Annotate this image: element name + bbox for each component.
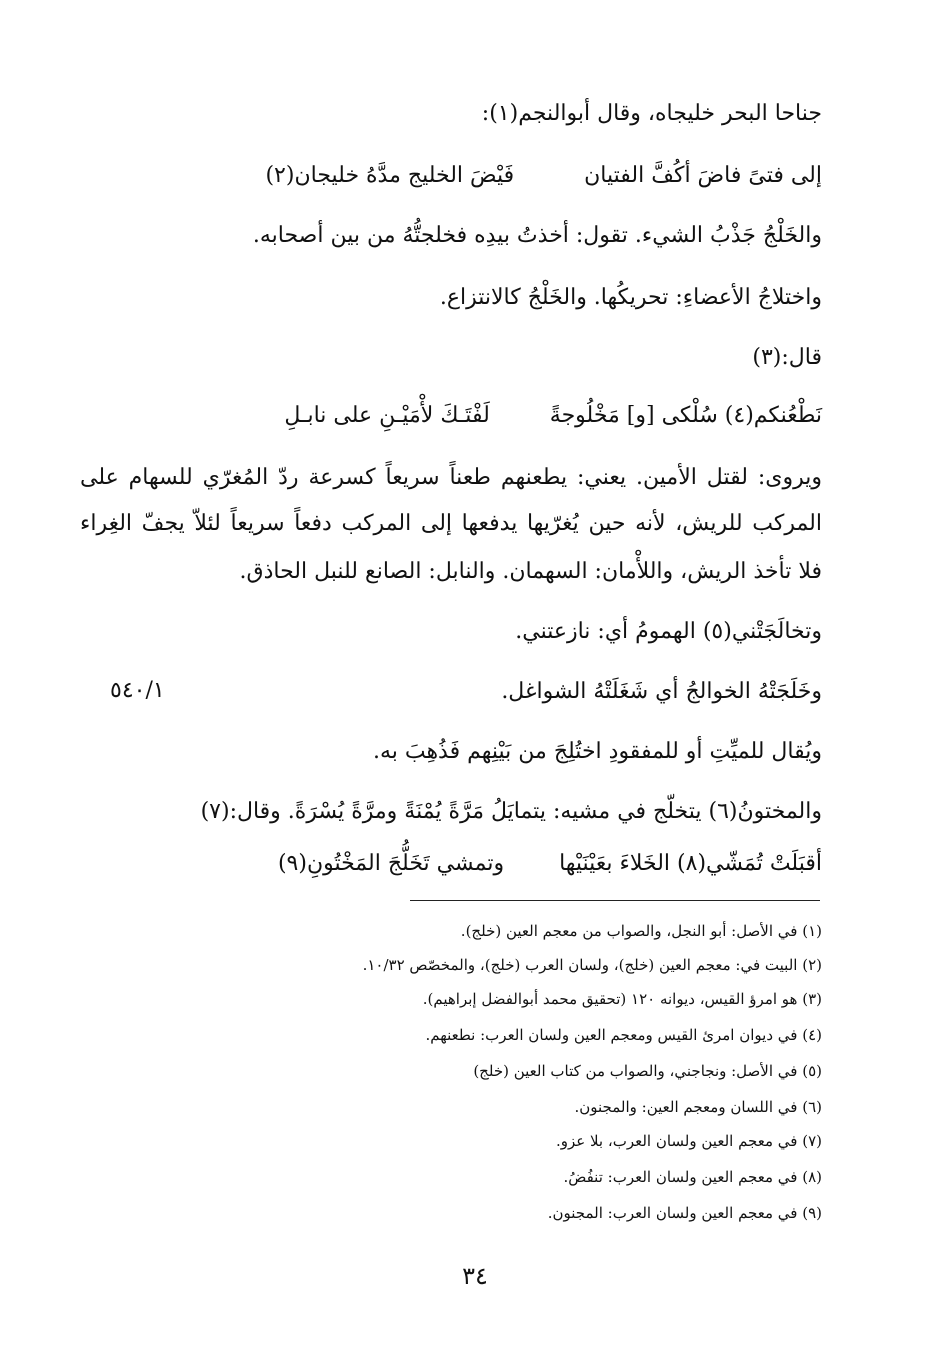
footnote-9: (٩) في معجم العين ولسان العرب: المجنون. [547,1204,822,1222]
footnote-7: (٧) في معجم العين ولسان العرب، بلا عزو. [555,1132,822,1150]
margin-reference: ٥٤٠/١ [110,678,165,703]
footnote-2: (٢) البيت في: معجم العين (خلج)، ولسان العرب (خلج)، والمخصّص ١٠/٣٢. [362,956,822,974]
verse-1-second-hemistich: فَيْضَ الخليج مدَّهُ خليجان(٢) [265,163,515,188]
verse-3 [110,848,822,880]
page-number: ٣٤ [462,1262,488,1290]
verse-2-second-hemistich: لَفْتَـكَ لأْمَيْـنِ على نابـلِ [284,403,490,428]
verse-1 [110,160,822,192]
text-line-11: والمختونُ(٦) يتخلّج في مشيه: يتمايَلُ مَرَّةً يُمْنَةً ومرَّةً يُسْرَةً. وقال:(٧) [200,799,822,824]
footnote-6: (٦) في اللسان ومعجم العين: والمجنون. [574,1098,822,1116]
text-line-4: قال:(٣) [752,345,822,370]
text-line-2: والخَلْجُ جَذْبُ الشيء. تقول: أخذتُ بيدِه فخلجتُّهُ من بين أصحابه. [252,223,822,248]
text-line-8: وتخالَجَتْني(٥) الهمومُ أي: نازعتني. [515,619,822,644]
text-line-9: وخَلَجَتْهُ الخوالجُ أي شَغَلَتْهُ الشواغل. [501,679,822,704]
verse-3-first-hemistich: أقبَلَتْ تُمَشّي(٨) الخَلاءَ بعَيْنَيْها [559,851,822,876]
text-line-5: ويروى: لقتل الأمين. يعني: يطعنهم طعناً سريعاً كسرعة ردّ المُغرّي للسهام على [80,465,822,490]
footnote-4: (٤) في ديوان امرئ القيس ومعجم العين ولسان العرب: نطعنهم. [425,1026,822,1044]
verse-3-second-hemistich: وتمشي تَخَلُّجَ المَخْتُونِ(٩) [277,851,505,876]
verse-1-first-hemistich: إلى فتىً فاضَ أكُفَّ الفتيان [584,163,822,188]
verse-2-first-hemistich: نَطْعُنكم(٤) سُلْكى [و] مَخْلُوجةً [549,403,822,428]
footnote-1: (١) في الأصل: أبو النجل، والصواب من معجم العين (خلج). [460,922,822,940]
footnote-5: (٥) في الأصل: ونجاجني، والصواب من كتاب العين (خلج) [473,1062,822,1080]
footnote-3: (٣) هو امرؤ القيس، ديوانه ١٢٠ (تحقيق محمد أبوالفضل إبراهيم). [422,990,822,1008]
text-line-3: واختلاجُ الأعضاءِ: تحريكُها. والخَلْجُ كالانتزاع. [439,285,822,310]
text-line-7: فلا تأخذ الريش، واللأْمان: السهمان. والنابل: الصانع للنبل الحاذق. [239,559,822,584]
verse-2 [110,400,822,432]
footnote-8: (٨) في معجم العين ولسان العرب: تنفُضُ. [563,1168,822,1186]
text-line-10: ويُقال للميِّتِ أو للمفقودِ اختُلِجَ من بَيْنِهم فَذُهِبَ به. [372,739,822,764]
text-line-1: جناحا البحر خليجاه، وقال أبوالنجم(١): [481,101,822,126]
text-line-6: المركب للريش، لأنه حين يُغرّيها يدفعها إلى المركب دفعاً سريعاً لئلاّ يجفّ الغِراء [80,511,822,536]
footnote-separator [410,900,820,901]
